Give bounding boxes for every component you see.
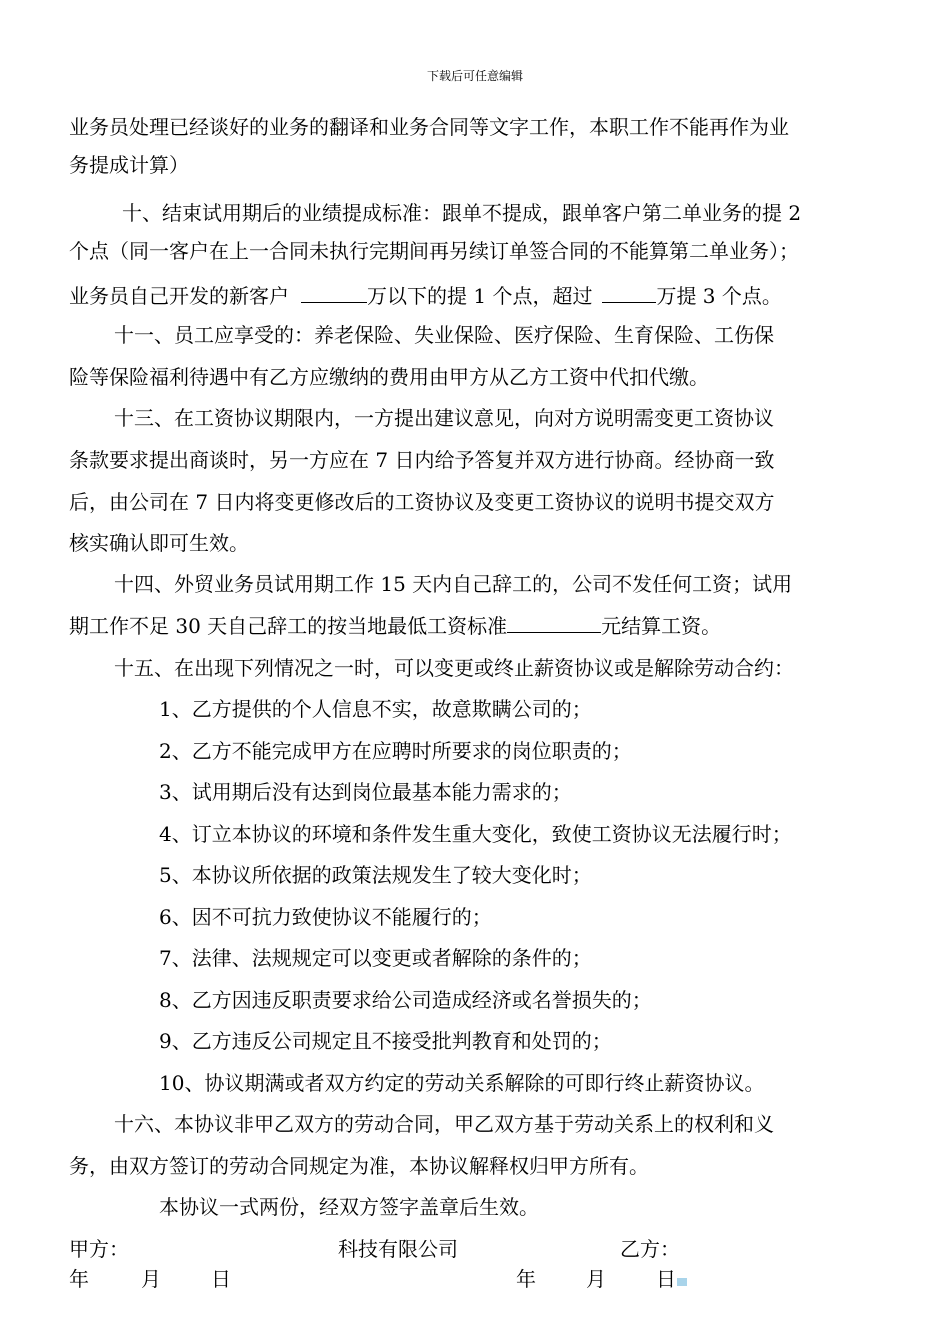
date-month: 月	[586, 1267, 606, 1291]
list-item: 4、订立本协议的环境和条件发生重大变化，致使工资协议无法履行时；	[159, 822, 792, 846]
closing-statement: 本协议一式两份，经双方签字盖章后生效。	[159, 1195, 539, 1219]
list-item: 3、试用期后没有达到岗位最基本能力需求的；	[159, 780, 572, 804]
clause-11-line: 十一、员工应享受的：养老保险、失业保险、医疗保险、生育保险、工伤保	[114, 323, 774, 347]
blank-field	[301, 282, 367, 303]
blank-field	[507, 612, 601, 633]
list-item: 7、法律、法规规定可以变更或者解除的条件的；	[159, 946, 592, 970]
clause-13-line: 条款要求提出商谈时，另一方应在 7 日内给予答复并双方进行协商。经协商一致	[69, 448, 775, 472]
clause-16-line: 务，由双方签订的劳动合同规定为准，本协议解释权归甲方所有。	[69, 1154, 649, 1178]
clause-10-text: 万提 3 个点。	[656, 284, 782, 308]
list-item: 6、因不可抗力致使协议不能履行的；	[159, 905, 492, 929]
date-year: 年	[69, 1267, 89, 1291]
list-item: 8、乙方因违反职责要求给公司造成经济或名誉损失的；	[159, 988, 652, 1012]
cursor-marker	[677, 1278, 687, 1286]
clause-14-text: 元结算工资。	[601, 614, 722, 638]
paragraph-line: 业务员处理已经谈好的业务的翻译和业务合同等文字工作，本职工作不能再作为业	[69, 115, 789, 139]
clause-14-line	[69, 612, 721, 640]
clause-10-text: 万以下的提 1 个点，超过	[367, 284, 593, 308]
clause-15-intro: 十五、在出现下列情况之一时，可以变更或终止薪资协议或是解除劳动合约：	[114, 656, 794, 680]
list-item: 1、乙方提供的个人信息不实，故意欺瞒公司的；	[159, 697, 592, 721]
clause-10-line: 十、结束试用期后的业绩提成标准：跟单不提成，跟单客户第二单业务的提 2	[122, 201, 802, 225]
list-item: 9、乙方违反公司规定且不接受批判教育和处罚的；	[159, 1029, 612, 1053]
list-item: 10、协议期满或者双方约定的劳动关系解除的可即行终止薪资协议。	[159, 1071, 765, 1095]
date-day: 日	[211, 1267, 231, 1291]
clause-10-text: 业务员自己开发的新客户	[69, 284, 289, 308]
party-b-label: 乙方：	[620, 1237, 680, 1261]
blank-field	[602, 282, 656, 303]
clause-14-text: 期工作不足 30 天自己辞工的按当地最低工资标准	[69, 614, 508, 638]
clause-16-line: 十六、本协议非甲乙双方的劳动合同，甲乙双方基于劳动关系上的权利和义	[114, 1112, 774, 1136]
list-item: 2、乙方不能完成甲方在应聘时所要求的岗位职责的；	[159, 739, 632, 763]
date-day: 日	[656, 1267, 676, 1291]
clause-14-line: 十四、外贸业务员试用期工作 15 天内自己辞工的，公司不发任何工资；试用	[114, 572, 793, 596]
clause-13-line: 十三、在工资协议期限内，一方提出建议意见，向对方说明需变更工资协议	[114, 406, 774, 430]
paragraph-line: 务提成计算）	[69, 153, 189, 177]
clause-10-line	[69, 282, 782, 310]
clause-13-line: 后，由公司在 7 日内将变更修改后的工资协议及变更工资协议的说明书提交双方	[69, 490, 775, 514]
list-item: 5、本协议所依据的政策法规发生了较大变化时；	[159, 863, 592, 887]
page-header: 下载后可任意编辑	[426, 69, 523, 83]
company-name: 科技有限公司	[338, 1237, 458, 1261]
party-a-label: 甲方：	[69, 1237, 129, 1261]
date-year: 年	[516, 1267, 536, 1291]
clause-10-line: 个点（同一客户在上一合同未执行完期间再另续订单签合同的不能算第二单业务）；	[69, 239, 799, 263]
date-month: 月	[141, 1267, 161, 1291]
clause-11-line: 险等保险福利待遇中有乙方应缴纳的费用由甲方从乙方工资中代扣代缴。	[69, 365, 709, 389]
clause-13-line: 核实确认即可生效。	[69, 531, 249, 555]
